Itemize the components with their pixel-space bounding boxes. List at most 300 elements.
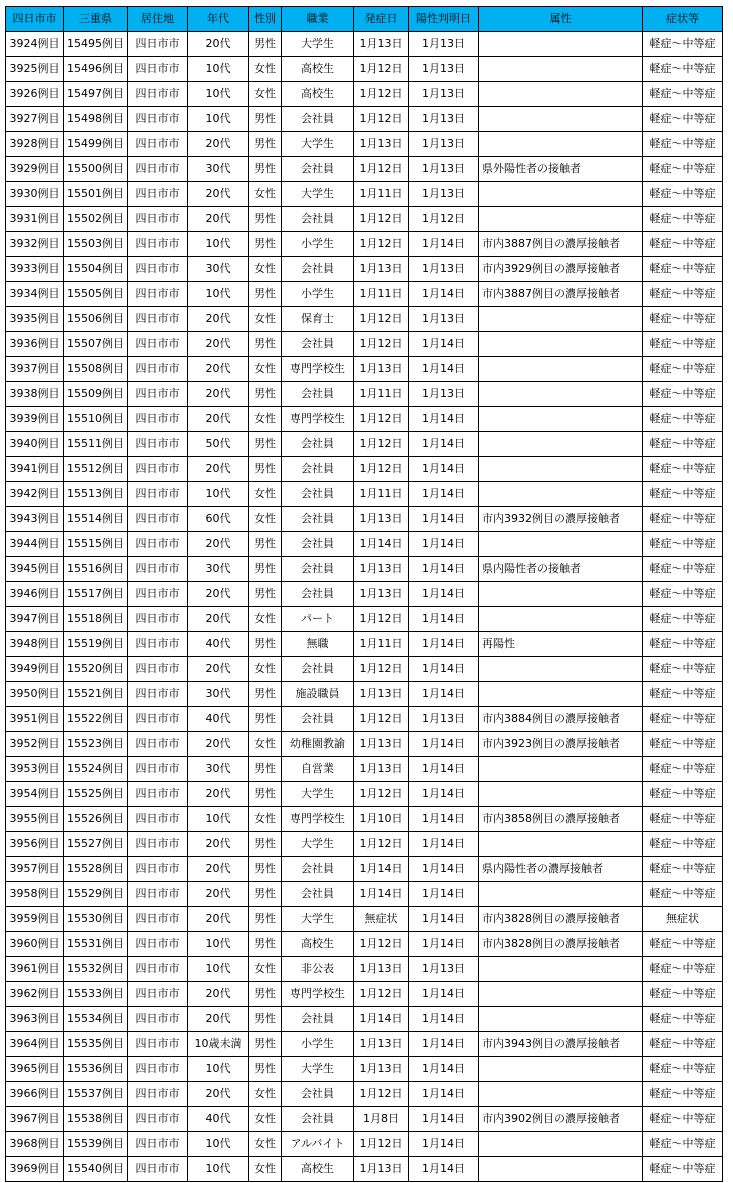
table-row: [6, 582, 723, 607]
sex-cell: 女性: [249, 57, 282, 82]
age-group-cell: 20代: [188, 857, 249, 882]
attribute-cell: [479, 407, 643, 432]
positive-date-cell: 1月13日: [409, 182, 479, 207]
attribute-cell: 市内3929例目の濃厚接触者: [479, 257, 643, 282]
age-group-cell: 20代: [188, 607, 249, 632]
attribute-cell: [479, 132, 643, 157]
table-row: [6, 457, 723, 482]
occupation-cell: 大学生: [282, 782, 354, 807]
symptoms-cell: 軽症～中等症: [643, 457, 723, 482]
onset-date-cell: 1月12日: [354, 982, 409, 1007]
pref-case-no-cell: 15495例目: [64, 32, 128, 57]
positive-date-cell: 1月13日: [409, 57, 479, 82]
sex-cell: 男性: [249, 757, 282, 782]
symptoms-cell: 軽症～中等症: [643, 1032, 723, 1057]
occupation-cell: 会社員: [282, 332, 354, 357]
city-case-no-cell: 3945例目: [6, 557, 64, 582]
symptoms-cell: 軽症～中等症: [643, 857, 723, 882]
positive-date-cell: 1月13日: [409, 257, 479, 282]
city-case-no-cell: 3937例目: [6, 357, 64, 382]
sex-cell: 男性: [249, 1057, 282, 1082]
sex-cell: 女性: [249, 807, 282, 832]
symptoms-cell: 軽症～中等症: [643, 82, 723, 107]
attribute-cell: 市内3902例目の濃厚接触者: [479, 1107, 643, 1132]
pref-case-no-cell: 15527例目: [64, 832, 128, 857]
onset-date-cell: 1月12日: [354, 432, 409, 457]
pref-case-no-cell: 15508例目: [64, 357, 128, 382]
attribute-cell: [479, 1132, 643, 1157]
residence-cell: 四日市市: [128, 857, 188, 882]
positive-date-cell: 1月14日: [409, 632, 479, 657]
city-case-no-cell: 3929例目: [6, 157, 64, 182]
symptoms-cell: 軽症～中等症: [643, 532, 723, 557]
symptoms-cell: 軽症～中等症: [643, 232, 723, 257]
table-row: [6, 907, 723, 932]
pref-case-no-cell: 15536例目: [64, 1057, 128, 1082]
residence-cell: 四日市市: [128, 1132, 188, 1157]
residence-cell: 四日市市: [128, 1107, 188, 1132]
symptoms-cell: 軽症～中等症: [643, 307, 723, 332]
residence-cell: 四日市市: [128, 582, 188, 607]
symptoms-cell: 軽症～中等症: [643, 157, 723, 182]
city-case-no-cell: 3948例目: [6, 632, 64, 657]
positive-date-cell: 1月14日: [409, 557, 479, 582]
occupation-cell: 専門学校生: [282, 407, 354, 432]
age-group-cell: 10代: [188, 82, 249, 107]
age-group-cell: 30代: [188, 557, 249, 582]
table-row: [6, 807, 723, 832]
sex-cell: 男性: [249, 707, 282, 732]
residence-cell: 四日市市: [128, 907, 188, 932]
attribute-cell: [479, 482, 643, 507]
residence-cell: 四日市市: [128, 157, 188, 182]
onset-date-cell: 1月13日: [354, 1157, 409, 1182]
symptoms-cell: 無症状: [643, 907, 723, 932]
table-row: [6, 332, 723, 357]
onset-date-cell: 1月8日: [354, 1107, 409, 1132]
onset-date-cell: 1月12日: [354, 407, 409, 432]
city-case-no-cell: 3959例目: [6, 907, 64, 932]
city-case-no-cell: 3966例目: [6, 1082, 64, 1107]
age-group-cell: 20代: [188, 1082, 249, 1107]
onset-date-cell: 1月13日: [354, 732, 409, 757]
residence-cell: 四日市市: [128, 532, 188, 557]
city-case-no-cell: 3934例目: [6, 282, 64, 307]
age-group-cell: 20代: [188, 982, 249, 1007]
occupation-cell: 会社員: [282, 457, 354, 482]
city-case-no-cell: 3926例目: [6, 82, 64, 107]
symptoms-cell: 軽症～中等症: [643, 982, 723, 1007]
sex-cell: 男性: [249, 132, 282, 157]
city-case-no-cell: 3946例目: [6, 582, 64, 607]
attribute-cell: 県内陽性者の接触者: [479, 557, 643, 582]
attribute-cell: [479, 307, 643, 332]
residence-cell: 四日市市: [128, 332, 188, 357]
age-group-cell: 10代: [188, 282, 249, 307]
table-row: [6, 1107, 723, 1132]
attribute-cell: 市内3828例目の濃厚接触者: [479, 932, 643, 957]
table-body: [6, 32, 723, 1182]
occupation-cell: 無職: [282, 632, 354, 657]
attribute-cell: 市内3887例目の濃厚接触者: [479, 232, 643, 257]
header-cell: 四日市市: [6, 7, 64, 32]
residence-cell: 四日市市: [128, 782, 188, 807]
sex-cell: 男性: [249, 857, 282, 882]
city-case-no-cell: 3964例目: [6, 1032, 64, 1057]
occupation-cell: 会社員: [282, 657, 354, 682]
onset-date-cell: 1月12日: [354, 1132, 409, 1157]
attribute-cell: 市内3828例目の濃厚接触者: [479, 907, 643, 932]
city-case-no-cell: 3949例目: [6, 657, 64, 682]
occupation-cell: 専門学校生: [282, 807, 354, 832]
residence-cell: 四日市市: [128, 982, 188, 1007]
occupation-cell: 専門学校生: [282, 357, 354, 382]
table-row: [6, 407, 723, 432]
pref-case-no-cell: 15515例目: [64, 532, 128, 557]
sex-cell: 男性: [249, 232, 282, 257]
symptoms-cell: 軽症～中等症: [643, 832, 723, 857]
symptoms-cell: 軽症～中等症: [643, 807, 723, 832]
age-group-cell: 10代: [188, 957, 249, 982]
pref-case-no-cell: 15528例目: [64, 857, 128, 882]
age-group-cell: 40代: [188, 707, 249, 732]
pref-case-no-cell: 15512例目: [64, 457, 128, 482]
residence-cell: 四日市市: [128, 182, 188, 207]
table-row: [6, 557, 723, 582]
header-cell: 職業: [282, 7, 354, 32]
table-row: [6, 82, 723, 107]
attribute-cell: [479, 957, 643, 982]
residence-cell: 四日市市: [128, 932, 188, 957]
residence-cell: 四日市市: [128, 257, 188, 282]
onset-date-cell: 1月13日: [354, 757, 409, 782]
onset-date-cell: 1月12日: [354, 1082, 409, 1107]
age-group-cell: 20代: [188, 132, 249, 157]
positive-date-cell: 1月14日: [409, 682, 479, 707]
symptoms-cell: 軽症～中等症: [643, 757, 723, 782]
symptoms-cell: 軽症～中等症: [643, 357, 723, 382]
pref-case-no-cell: 15533例目: [64, 982, 128, 1007]
positive-date-cell: 1月12日: [409, 207, 479, 232]
sex-cell: 男性: [249, 832, 282, 857]
age-group-cell: 20代: [188, 882, 249, 907]
positive-date-cell: 1月14日: [409, 282, 479, 307]
residence-cell: 四日市市: [128, 632, 188, 657]
residence-cell: 四日市市: [128, 357, 188, 382]
attribute-cell: 市内3887例目の濃厚接触者: [479, 282, 643, 307]
pref-case-no-cell: 15507例目: [64, 332, 128, 357]
onset-date-cell: 1月11日: [354, 482, 409, 507]
sex-cell: 女性: [249, 657, 282, 682]
pref-case-no-cell: 15504例目: [64, 257, 128, 282]
occupation-cell: 会社員: [282, 207, 354, 232]
age-group-cell: 30代: [188, 157, 249, 182]
onset-date-cell: 1月13日: [354, 682, 409, 707]
occupation-cell: 会社員: [282, 107, 354, 132]
age-group-cell: 20代: [188, 732, 249, 757]
occupation-cell: 大学生: [282, 1057, 354, 1082]
occupation-cell: 大学生: [282, 832, 354, 857]
age-group-cell: 20代: [188, 657, 249, 682]
attribute-cell: [479, 82, 643, 107]
occupation-cell: 高校生: [282, 1157, 354, 1182]
positive-date-cell: 1月14日: [409, 582, 479, 607]
onset-date-cell: 1月11日: [354, 282, 409, 307]
symptoms-cell: 軽症～中等症: [643, 482, 723, 507]
age-group-cell: 40代: [188, 632, 249, 657]
positive-date-cell: 1月13日: [409, 32, 479, 57]
city-case-no-cell: 3936例目: [6, 332, 64, 357]
city-case-no-cell: 3925例目: [6, 57, 64, 82]
occupation-cell: 高校生: [282, 57, 354, 82]
occupation-cell: 会社員: [282, 382, 354, 407]
sex-cell: 男性: [249, 982, 282, 1007]
pref-case-no-cell: 15497例目: [64, 82, 128, 107]
occupation-cell: 高校生: [282, 932, 354, 957]
sex-cell: 女性: [249, 82, 282, 107]
sex-cell: 男性: [249, 557, 282, 582]
residence-cell: 四日市市: [128, 107, 188, 132]
residence-cell: 四日市市: [128, 57, 188, 82]
residence-cell: 四日市市: [128, 882, 188, 907]
positive-date-cell: 1月14日: [409, 882, 479, 907]
table-row: [6, 132, 723, 157]
attribute-cell: [479, 682, 643, 707]
pref-case-no-cell: 15529例目: [64, 882, 128, 907]
pref-case-no-cell: 15505例目: [64, 282, 128, 307]
table-row: [6, 857, 723, 882]
positive-date-cell: 1月13日: [409, 157, 479, 182]
sex-cell: 男性: [249, 1007, 282, 1032]
table-row: [6, 982, 723, 1007]
city-case-no-cell: 3954例目: [6, 782, 64, 807]
residence-cell: 四日市市: [128, 1007, 188, 1032]
residence-cell: 四日市市: [128, 682, 188, 707]
city-case-no-cell: 3932例目: [6, 232, 64, 257]
occupation-cell: 会社員: [282, 1082, 354, 1107]
symptoms-cell: 軽症～中等症: [643, 57, 723, 82]
city-case-no-cell: 3969例目: [6, 1157, 64, 1182]
age-group-cell: 20代: [188, 307, 249, 332]
positive-date-cell: 1月14日: [409, 907, 479, 932]
onset-date-cell: 1月12日: [354, 332, 409, 357]
attribute-cell: [479, 332, 643, 357]
age-group-cell: 20代: [188, 582, 249, 607]
header-cell: 居住地: [128, 7, 188, 32]
age-group-cell: 20代: [188, 832, 249, 857]
age-group-cell: 20代: [188, 907, 249, 932]
residence-cell: 四日市市: [128, 207, 188, 232]
symptoms-cell: 軽症～中等症: [643, 257, 723, 282]
residence-cell: 四日市市: [128, 507, 188, 532]
symptoms-cell: 軽症～中等症: [643, 657, 723, 682]
pref-case-no-cell: 15530例目: [64, 907, 128, 932]
positive-date-cell: 1月14日: [409, 332, 479, 357]
header-cell: 属性: [479, 7, 643, 32]
residence-cell: 四日市市: [128, 1057, 188, 1082]
occupation-cell: 会社員: [282, 582, 354, 607]
onset-date-cell: 1月12日: [354, 307, 409, 332]
sex-cell: 男性: [249, 632, 282, 657]
positive-date-cell: 1月14日: [409, 357, 479, 382]
table-row: [6, 1057, 723, 1082]
age-group-cell: 20代: [188, 1007, 249, 1032]
occupation-cell: 会社員: [282, 432, 354, 457]
symptoms-cell: 軽症～中等症: [643, 332, 723, 357]
positive-date-cell: 1月14日: [409, 782, 479, 807]
onset-date-cell: 1月12日: [354, 157, 409, 182]
positive-date-cell: 1月14日: [409, 1082, 479, 1107]
pref-case-no-cell: 15502例目: [64, 207, 128, 232]
table-row: [6, 932, 723, 957]
city-case-no-cell: 3942例目: [6, 482, 64, 507]
occupation-cell: 会社員: [282, 157, 354, 182]
table-row: [6, 282, 723, 307]
pref-case-no-cell: 15513例目: [64, 482, 128, 507]
occupation-cell: 大学生: [282, 182, 354, 207]
attribute-cell: 市内3943例目の濃厚接触者: [479, 1032, 643, 1057]
sex-cell: 女性: [249, 307, 282, 332]
pref-case-no-cell: 15534例目: [64, 1007, 128, 1032]
occupation-cell: 専門学校生: [282, 982, 354, 1007]
symptoms-cell: 軽症～中等症: [643, 557, 723, 582]
table-row: [6, 382, 723, 407]
attribute-cell: [479, 382, 643, 407]
occupation-cell: 会社員: [282, 532, 354, 557]
city-case-no-cell: 3958例目: [6, 882, 64, 907]
age-group-cell: 20代: [188, 782, 249, 807]
residence-cell: 四日市市: [128, 382, 188, 407]
city-case-no-cell: 3947例目: [6, 607, 64, 632]
table-row: [6, 1157, 723, 1182]
occupation-cell: 非公表: [282, 957, 354, 982]
sex-cell: 男性: [249, 432, 282, 457]
residence-cell: 四日市市: [128, 1082, 188, 1107]
table-row: [6, 1082, 723, 1107]
age-group-cell: 10代: [188, 807, 249, 832]
symptoms-cell: 軽症～中等症: [643, 107, 723, 132]
onset-date-cell: 1月13日: [354, 957, 409, 982]
sex-cell: 女性: [249, 1132, 282, 1157]
onset-date-cell: 1月13日: [354, 357, 409, 382]
city-case-no-cell: 3933例目: [6, 257, 64, 282]
symptoms-cell: 軽症～中等症: [643, 282, 723, 307]
header-cell: 症状等: [643, 7, 723, 32]
symptoms-cell: 軽症～中等症: [643, 407, 723, 432]
sex-cell: 男性: [249, 282, 282, 307]
pref-case-no-cell: 15511例目: [64, 432, 128, 457]
table-row: [6, 882, 723, 907]
attribute-cell: [479, 532, 643, 557]
sex-cell: 女性: [249, 507, 282, 532]
attribute-cell: [479, 357, 643, 382]
positive-date-cell: 1月13日: [409, 107, 479, 132]
symptoms-cell: 軽症～中等症: [643, 432, 723, 457]
occupation-cell: 保育士: [282, 307, 354, 332]
onset-date-cell: 1月12日: [354, 707, 409, 732]
city-case-no-cell: 3931例目: [6, 207, 64, 232]
pref-case-no-cell: 15503例目: [64, 232, 128, 257]
onset-date-cell: 1月12日: [354, 607, 409, 632]
onset-date-cell: 1月11日: [354, 632, 409, 657]
residence-cell: 四日市市: [128, 732, 188, 757]
table-row: [6, 257, 723, 282]
occupation-cell: 会社員: [282, 507, 354, 532]
occupation-cell: 会社員: [282, 482, 354, 507]
pref-case-no-cell: 15526例目: [64, 807, 128, 832]
positive-date-cell: 1月14日: [409, 407, 479, 432]
attribute-cell: 再陽性: [479, 632, 643, 657]
table-row: [6, 107, 723, 132]
residence-cell: 四日市市: [128, 957, 188, 982]
age-group-cell: 20代: [188, 32, 249, 57]
city-case-no-cell: 3961例目: [6, 957, 64, 982]
positive-date-cell: 1月14日: [409, 807, 479, 832]
table-row: [6, 1132, 723, 1157]
age-group-cell: 10代: [188, 57, 249, 82]
residence-cell: 四日市市: [128, 457, 188, 482]
positive-date-cell: 1月14日: [409, 232, 479, 257]
table-row: [6, 632, 723, 657]
attribute-cell: [479, 1157, 643, 1182]
age-group-cell: 50代: [188, 432, 249, 457]
age-group-cell: 10代: [188, 1157, 249, 1182]
residence-cell: 四日市市: [128, 282, 188, 307]
age-group-cell: 20代: [188, 332, 249, 357]
sex-cell: 男性: [249, 882, 282, 907]
age-group-cell: 30代: [188, 257, 249, 282]
positive-date-cell: 1月13日: [409, 82, 479, 107]
city-case-no-cell: 3967例目: [6, 1107, 64, 1132]
occupation-cell: 大学生: [282, 32, 354, 57]
symptoms-cell: 軽症～中等症: [643, 1157, 723, 1182]
attribute-cell: [479, 207, 643, 232]
city-case-no-cell: 3940例目: [6, 432, 64, 457]
table-row: [6, 482, 723, 507]
positive-date-cell: 1月14日: [409, 857, 479, 882]
table-row: [6, 1032, 723, 1057]
header-row: [6, 7, 723, 32]
positive-date-cell: 1月14日: [409, 657, 479, 682]
age-group-cell: 10代: [188, 1057, 249, 1082]
city-case-no-cell: 3965例目: [6, 1057, 64, 1082]
age-group-cell: 10代: [188, 482, 249, 507]
occupation-cell: 大学生: [282, 907, 354, 932]
sex-cell: 男性: [249, 457, 282, 482]
attribute-cell: 市内3923例目の濃厚接触者: [479, 732, 643, 757]
positive-date-cell: 1月14日: [409, 932, 479, 957]
age-group-cell: 20代: [188, 382, 249, 407]
city-case-no-cell: 3935例目: [6, 307, 64, 332]
table-row: [6, 232, 723, 257]
sex-cell: 男性: [249, 207, 282, 232]
symptoms-cell: 軽症～中等症: [643, 932, 723, 957]
table-row: [6, 182, 723, 207]
table-row: [6, 732, 723, 757]
city-case-no-cell: 3953例目: [6, 757, 64, 782]
city-case-no-cell: 3941例目: [6, 457, 64, 482]
onset-date-cell: 1月13日: [354, 257, 409, 282]
positive-date-cell: 1月14日: [409, 1032, 479, 1057]
pref-case-no-cell: 15525例目: [64, 782, 128, 807]
attribute-cell: [479, 782, 643, 807]
pref-case-no-cell: 15539例目: [64, 1132, 128, 1157]
pref-case-no-cell: 15538例目: [64, 1107, 128, 1132]
city-case-no-cell: 3960例目: [6, 932, 64, 957]
header-cell: 発症日: [354, 7, 409, 32]
occupation-cell: アルバイト: [282, 1132, 354, 1157]
onset-date-cell: 1月12日: [354, 657, 409, 682]
